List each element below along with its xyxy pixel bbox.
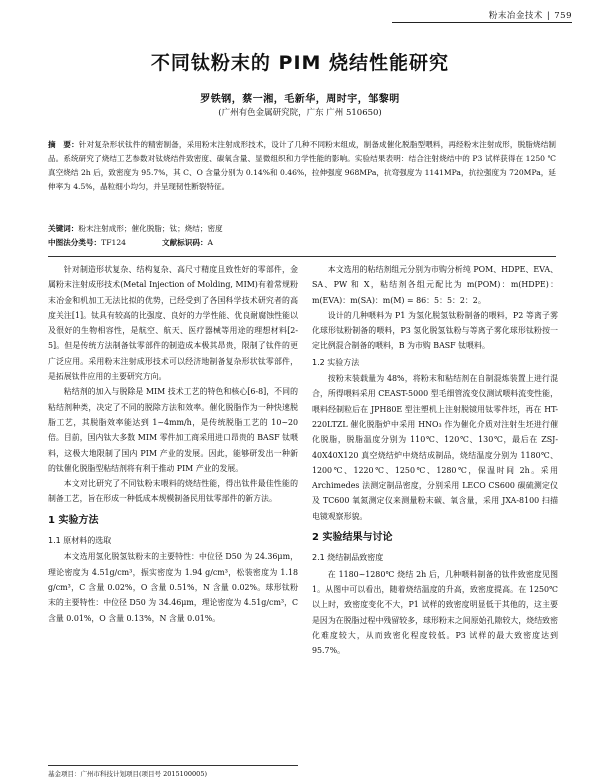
paragraph: 本文对比研究了不同钛粉末喂料的烧结性能，得出钛件最佳性能的制备工艺，旨在形成一种低成本规模制备民用钛零部件的新方法。: [48, 479, 298, 504]
right-column: [312, 262, 558, 658]
paragraph: 按粉末装载量为 48%，将粉末和粘结剂在自制混炼装置上进行混合，所得喂料采用 CEAST-5000 型毛细管流变仪测试喂料流变性能，喂料经制粒后在 JPH80E 型注塑机上注射脱镜用钛零件坯，再在 HT-220LTZL 催化脱脂炉中采用 HNO₃ 作为催化介质对注射生坯进行催化脱脂，脱脂温度分别为 110℃、120℃、130℃，最后在 ZSJ-40X40X120 真空烧结炉中烧结成制品，烧结温度分别为 1180℃、1200℃、1220℃、1250℃、1280℃，保温时间 2h。采用 Archimedes 法测定制品密度，分别采用 LECO CS600 碳硫测定仪及 TC600 氧氮测定仪来测量粉末碳、氧含量，采用 JXA-8100 扫描电镜观察形貌。: [312, 374, 558, 521]
clc-label: 中图法分类号：: [48, 238, 102, 247]
abstract: [48, 138, 556, 194]
keywords-line: [48, 222, 556, 236]
affiliation: (广州有色金属研究院，广东 广州 510650): [218, 108, 382, 118]
paper-title: 不同钛粉末的 PIM 烧结性能研究: [150, 52, 450, 74]
left-column: [48, 262, 298, 626]
header-rule: [392, 22, 572, 23]
author-list: 罗铁钢，蔡一湘，毛新华，周时宇，邹黎明: [200, 94, 400, 105]
subsection-heading: 2.1 烧结制品致密度: [312, 553, 384, 563]
journal-name: 粉末冶金技术: [488, 11, 543, 21]
abstract-label: 摘 要：: [48, 140, 79, 149]
subsection-heading: 1.2 实验方法: [312, 357, 360, 367]
keywords-block: [48, 222, 556, 250]
subsection-heading: 1.1 原材料的选取: [48, 536, 112, 546]
keywords-label: 关键词：: [48, 224, 79, 233]
section-heading: 1 实验方法: [48, 514, 99, 526]
keywords-text: 粉末注射成形；催化脱脂；钛；烧结；密度: [78, 224, 223, 233]
paragraph: 粘结剂的加入与脱除是 MIM 技术工艺的特色和核心[6-8]，不同的粘结剂种类，决定了不同的脱除方法和效率。催化脱脂作为一种快速脱脂工艺，其脱脂效率能达到 1~4mm/h，是传统脱脂工艺的 10~20 倍。目前，国内钛大多数 MIM 零件加工商采用进口昂贵的 BASF 钛喂料，这极大地限制了国内 PIM 产业的发展。因此，能够研发出一种新的钛催化脱脂型粘结剂将有利于推动 PIM 产业的发展。: [48, 387, 298, 473]
running-header: 粉末冶金技术 | 759: [489, 9, 572, 21]
paragraph: 针对制造形状复杂、结构复杂、高尺寸精度且致性好的零部件，金属粉末注射成形技术(Metal Injection of Molding, MIM)有着常规粉末冶金和机加工无法比拟的优势，已经受到了各国科学技术研究者的高度关注[1]。钛具有较高的比强度、良好的力学性能、优良耐腐蚀性能以及很好的生物相容性，是航空、航天、医疗器械等用途的理想材料[2-5]。但是传统方法制备钛零部件的制造成本极其昂贵，限制了钛件的更广泛应用。采用粉末注射成形技术可以经济地制备复杂形状钛零部件，是拓展钛件应用的主要研究方向。: [48, 265, 298, 382]
classification-line: [48, 236, 556, 250]
paragraph: 在 1180~1280℃ 烧结 2h 后，几种喂料制备的钛件致密度见图 1。从图中可以看出，随着烧结温度的升高，致密度提高。在 1250℃ 以上时，致密度变化不大，P1 试样的致密度明显低于其他的，这主要是因为在脱脂过程中残留较多，球形粉末之间原始孔隙较大，烧结致密化难度较大，从而致密化程度较低。P3 试样的最大致密度达到 95.7%。: [312, 569, 558, 656]
section-divider: [48, 256, 556, 257]
footnote: 基金项目：广州市科技计划项目(项目号 2015100005): [48, 765, 298, 778]
doc-code: A: [207, 238, 214, 247]
page-number: 759: [554, 11, 572, 21]
paragraph: 本文选用的粘结剂组元分别为市购分析纯 POM、HDPE、EVA、SA、PW 和 X，粘结剂各组元配比为 m(POM)：m(HDPE)：m(EVA)：m(SA)：m(M) = 86：5：5：2：2。: [312, 265, 558, 305]
paragraph: 设计的几种喂料为 P1 为氢化脱氢钛粉制备的喂料，P2 等离子雾化球形钛粉制备的喂料，P3 氢化脱氢钛粉与等离子雾化球形钛粉按一定比例混合制备的喂料，B 为市购 BASF 钛喂料。: [312, 310, 558, 351]
section-heading: 2 实验结果与讨论: [312, 532, 393, 544]
abstract-text: 针对复杂形状钛件的精密制备，采用粉末注射成形技术，设计了几种不同粉末组成，制备成催化脱脂型喂料，再经粉末注射成形，脱脂烧结制品。系统研究了烧结工艺参数对钛烧结件致密度、碳氧含量、显微组织和力学性能的影响。实验结果表明：结合注射烧结中的 P3 试样获得在 1250 ℃ 真空烧结 2h 后，致密度为 95.7%，其 C、O 含量分别为 0.14%和 0.46%，拉伸强度 968MPa，抗弯强度为 1141MPa，抗拉强度为 720MPa，延伸率为 4.5%，晶粒细小均匀，并呈现韧性断裂特征。: [48, 140, 556, 191]
doc-code-label: 文献标识码：: [161, 238, 208, 247]
clc-code: TF124: [101, 238, 126, 247]
paragraph: 本文选用氢化脱氢钛粉末的主要特性：中位径 D50 为 24.36μm，理论密度为 4.51g/cm³，振实密度为 1.94 g/cm³，松装密度为 1.18 g/cm³，C 含量 0.02%，O 含量 0.51%，N 含量 0.02%。球形钛粉末的主要特性：中位径 D50 为 34.46μm，理论密度为 4.51g/cm³，C 含量 0.01%，O 含量 0.13%，N 含量 0.01%。: [48, 552, 299, 623]
